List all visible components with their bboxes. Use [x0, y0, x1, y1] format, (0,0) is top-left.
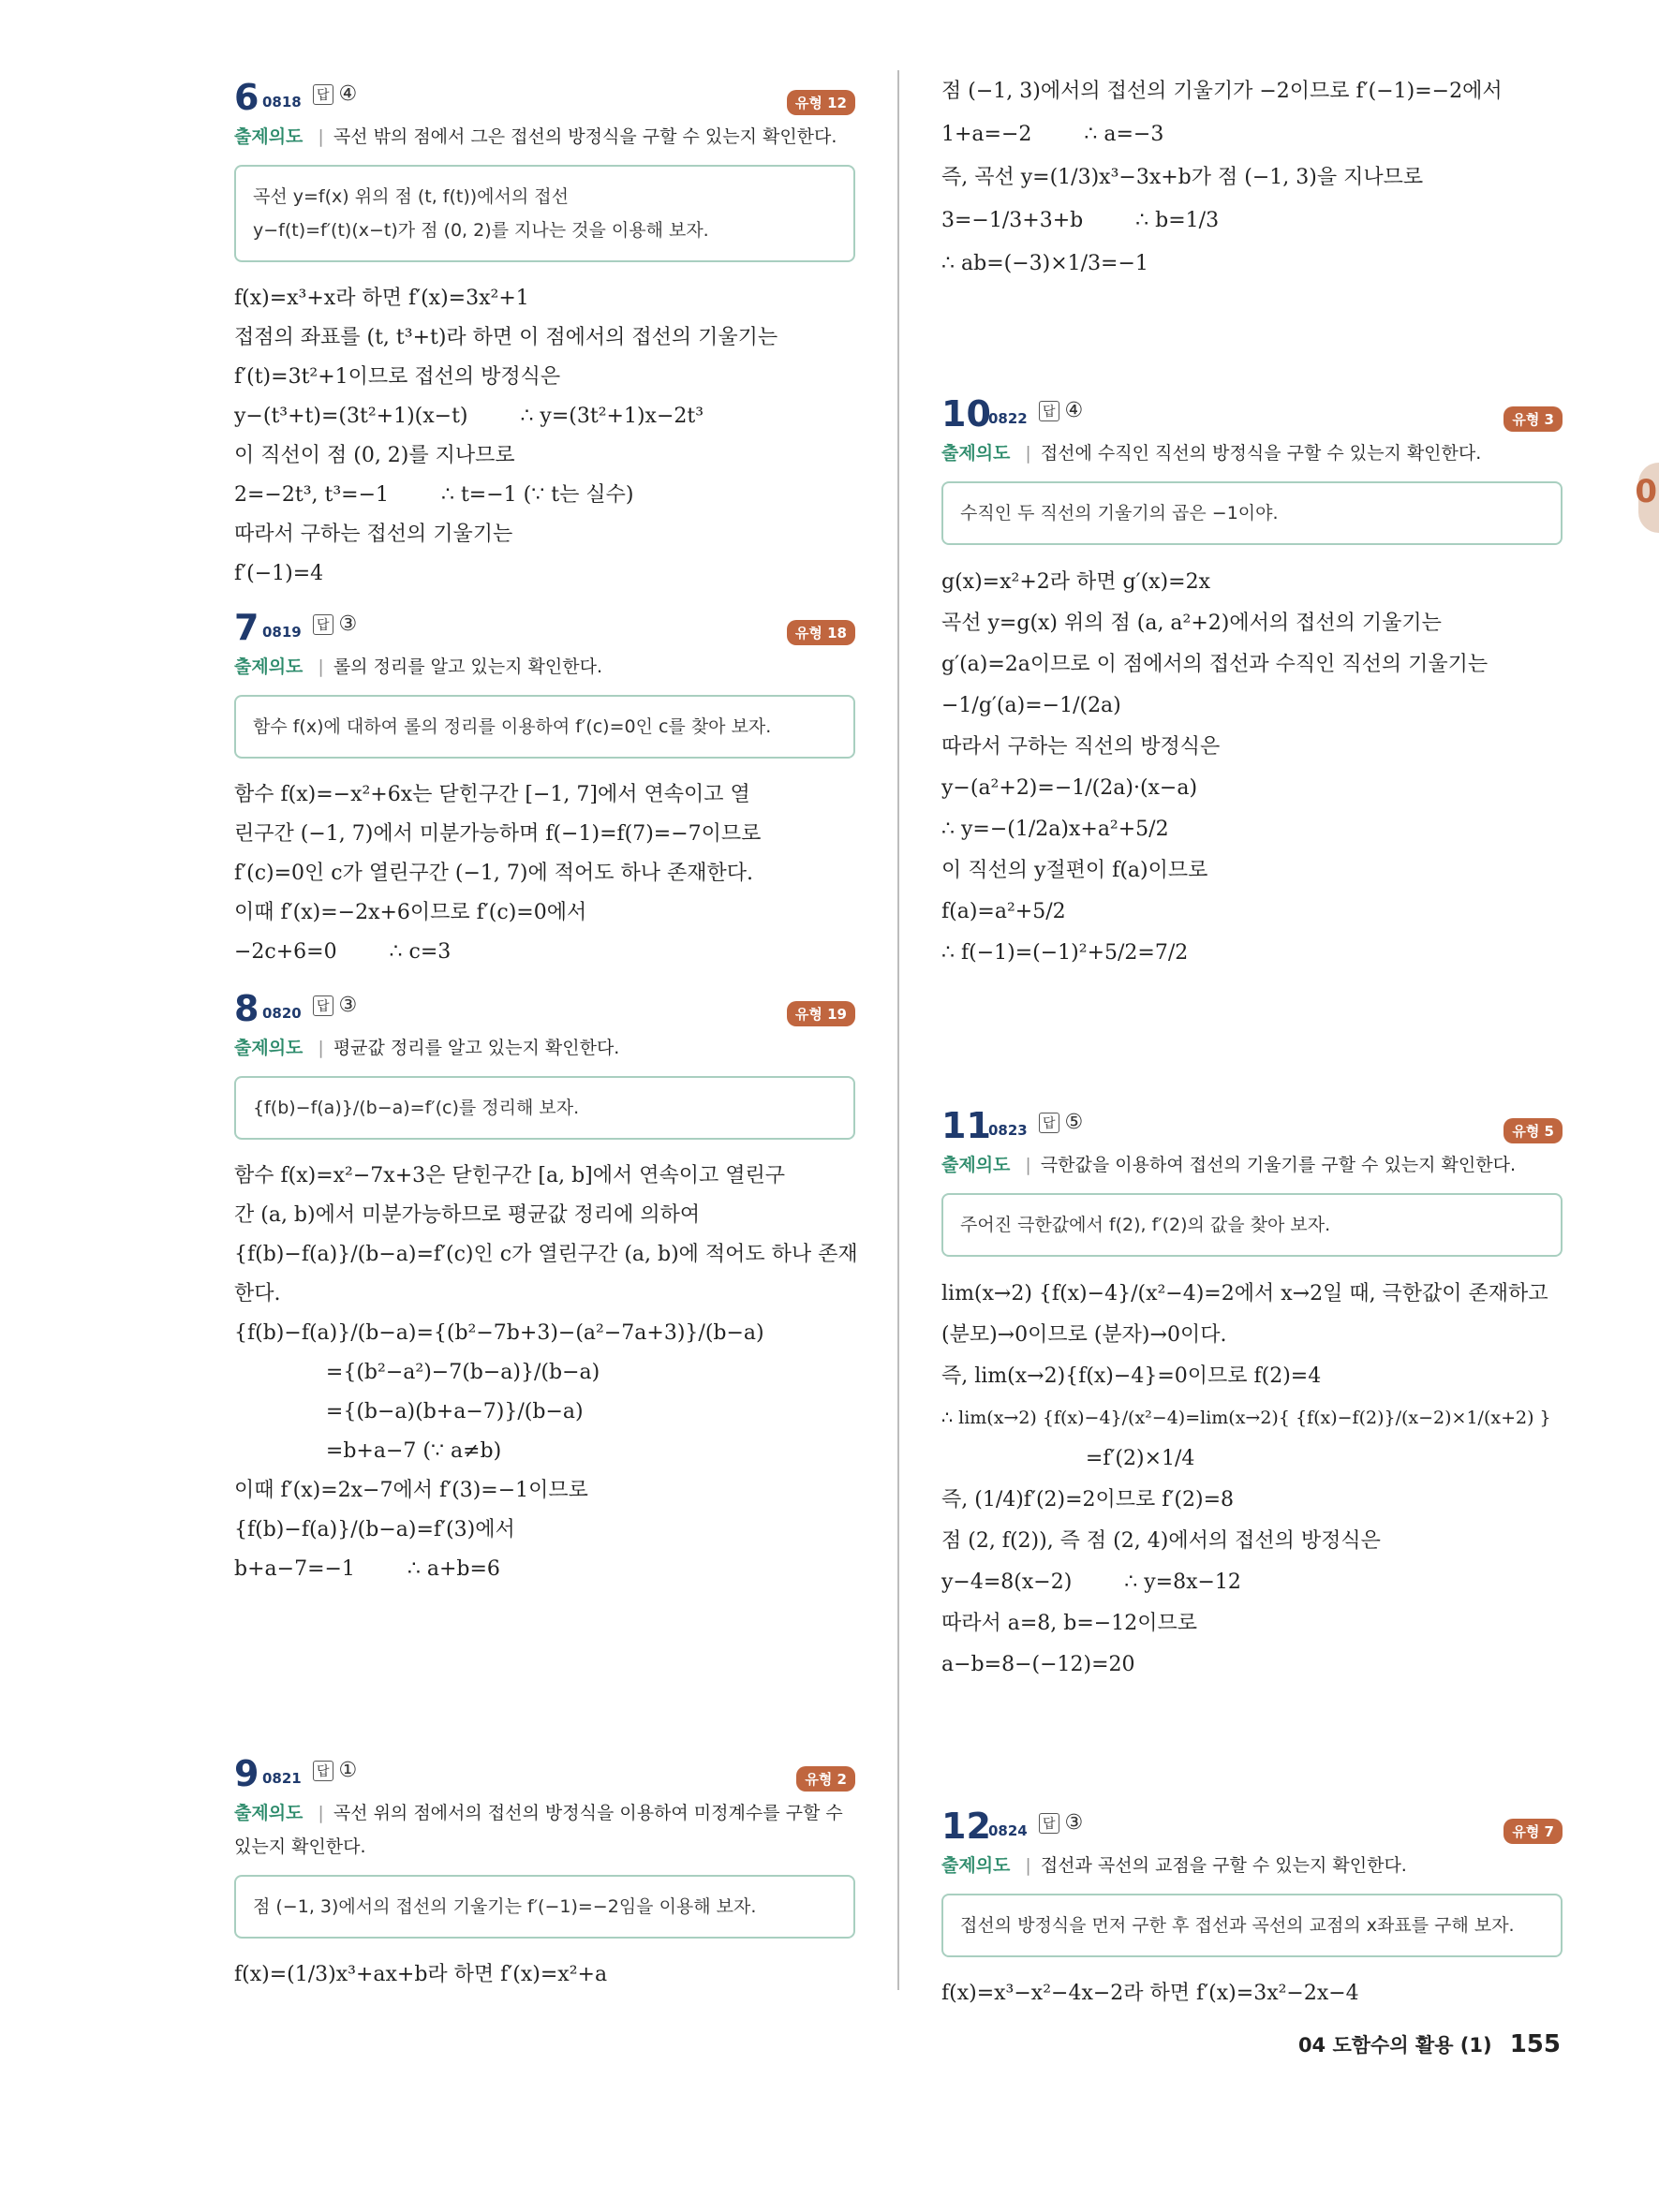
solution-line: 한다. [234, 1282, 281, 1305]
solution-line: ∴ y=−(1/2a)x+a²+5/2 [941, 818, 1169, 841]
intent-label: 출제의도 [234, 1038, 304, 1058]
solution [941, 1274, 1563, 1686]
answer-label: 답 [313, 995, 333, 1016]
solution-line: ={(b²−a²)−7(b−a)}/(b−a) [234, 1361, 600, 1384]
solution [234, 1955, 855, 1995]
problem-code: 0823 [988, 1122, 1028, 1139]
problem-number: 6 [234, 77, 259, 118]
intent: 출제의도 | 접선에 수직인 직선의 방정식을 구할 수 있는지 확인한다. [941, 443, 1482, 464]
problem-code: 0824 [988, 1822, 1028, 1839]
problem-9 [234, 1753, 855, 1995]
solution-line: ∴ lim(x→2) {f(x)−4}/(x²−4)=lim(x→2){ {f(x)−f(2)}/(x−2)×1/(x+2) } [941, 1408, 1551, 1428]
problem-header [234, 77, 855, 118]
solution-line: =f′(2)×1/4 [941, 1447, 1195, 1470]
problem-header [941, 1806, 1563, 1847]
hint-line: 곡선 y=f(x) 위의 점 (t, f(t))에서의 접선 [253, 186, 569, 207]
solution-line: 접점의 좌표를 (t, t³+t)라 하면 이 점에서의 접선의 기울기는 [234, 326, 778, 349]
solution [941, 70, 1563, 286]
chapter-tab-label: 0 [1635, 473, 1657, 510]
solution [234, 1157, 858, 1589]
solution [941, 562, 1563, 974]
solution [234, 279, 855, 594]
hint-box [234, 165, 855, 262]
answer-value: ④ [1064, 399, 1084, 422]
problem-number: 11 [941, 1105, 991, 1146]
solution-line: −2c+6=0 ∴ c=3 [234, 940, 452, 964]
solution-line: 이때 f′(x)=2x−7에서 f′(3)=−1이므로 [234, 1479, 588, 1502]
solution-line: −1/g′(a)=−1/(2a) [941, 694, 1121, 717]
problem-number: 8 [234, 988, 259, 1029]
answer [313, 82, 357, 106]
problem-12 [941, 1806, 1563, 2013]
hint-line: 접선의 방정식을 먼저 구한 후 접선과 곡선의 교점의 x좌표를 구해 보자. [960, 1915, 1515, 1936]
problem-header [941, 1105, 1563, 1146]
column-divider [897, 70, 899, 1990]
answer-value: ③ [338, 612, 358, 636]
solution-line: f(x)=(1/3)x³+ax+b라 하면 f′(x)=x²+a [234, 1963, 608, 1986]
problem-number: 9 [234, 1753, 259, 1794]
solution-line: y−(a²+2)=−1/(2a)·(x−a) [941, 776, 1198, 800]
solution-line: ∴ f(−1)=(−1)²+5/2=7/2 [941, 941, 1189, 965]
solution-line: 따라서 구하는 직선의 방정식은 [941, 735, 1221, 759]
solution-line: lim(x→2) {f(x)−4}/(x²−4)=2에서 x→2일 때, 극한값이 존재하고 [941, 1282, 1548, 1305]
intent-label: 출제의도 [234, 126, 304, 147]
hint-box [234, 1875, 855, 1939]
intent: 출제의도 | 극한값을 이용하여 접선의 기울기를 구할 수 있는지 확인한다. [941, 1155, 1516, 1175]
problem-number: 10 [941, 393, 991, 435]
solution-line: 점 (2, f(2)), 즉 점 (2, 4)에서의 접선의 방정식은 [941, 1529, 1381, 1553]
problem-code: 0822 [988, 410, 1028, 427]
solution-line: =b+a−7 (∵ a≠b) [234, 1439, 502, 1463]
hint-box [234, 695, 855, 759]
type-badge: 유형 19 [787, 1001, 855, 1026]
type-badge: 유형 5 [1503, 1118, 1563, 1143]
solution [941, 1974, 1563, 2013]
solution-line: 따라서 a=8, b=−12이므로 [941, 1612, 1197, 1635]
solution-line: a−b=8−(−12)=20 [941, 1653, 1135, 1676]
intent-label: 출제의도 [234, 656, 304, 677]
intent: 출제의도 | 평균값 정리를 알고 있는지 확인한다. [234, 1038, 620, 1058]
solution-line: 2=−2t³, t³=−1 ∴ t=−1 (∵ t는 실수) [234, 483, 634, 507]
solution-line: y−(t³+t)=(3t²+1)(x−t) ∴ y=(3t²+1)x−2t³ [234, 405, 704, 428]
intent-text: 접선과 곡선의 교점을 구할 수 있는지 확인한다. [1040, 1855, 1407, 1876]
solution-line: (분모)→0이므로 (분자)→0이다. [941, 1323, 1227, 1347]
type-badge: 유형 3 [1503, 406, 1563, 432]
solution-line: b+a−7=−1 ∴ a+b=6 [234, 1557, 500, 1581]
answer [313, 994, 357, 1017]
answer-label: 답 [313, 84, 333, 105]
problem-7 [234, 607, 855, 972]
solution-line: 3=−1/3+3+b ∴ b=1/3 [941, 209, 1220, 232]
answer-label: 답 [1039, 1113, 1059, 1133]
problem-code: 0821 [262, 1770, 302, 1787]
problem-number: 7 [234, 607, 259, 648]
problem-code: 0820 [262, 1005, 302, 1022]
answer [1039, 1111, 1083, 1134]
hint-line: 주어진 극한값에서 f(2), f′(2)의 값을 찾아 보자. [960, 1215, 1331, 1235]
solution-line: 함수 f(x)=x²−7x+3은 닫힌구간 [a, b]에서 연속이고 열린구 [234, 1164, 785, 1187]
answer-value: ③ [338, 994, 358, 1017]
answer [313, 1759, 357, 1782]
solution-line: 간 (a, b)에서 미분가능하므로 평균값 정리에 의하여 [234, 1203, 701, 1227]
solution-line: y−4=8(x−2) ∴ y=8x−12 [941, 1571, 1241, 1594]
hint-line: 함수 f(x)에 대하여 롤의 정리를 이용하여 f′(c)=0인 c를 찾아 보자. [253, 716, 772, 737]
problem-header [234, 1753, 855, 1794]
answer [1039, 1811, 1083, 1835]
answer-label: 답 [1039, 1813, 1059, 1834]
solution-line: g′(a)=2a이므로 이 점에서의 접선과 수직인 직선의 기울기는 [941, 653, 1489, 676]
answer-label: 답 [1039, 401, 1059, 421]
intent: 출제의도 | 접선과 곡선의 교점을 구할 수 있는지 확인한다. [941, 1855, 1407, 1876]
solution-line: f(a)=a²+5/2 [941, 900, 1066, 923]
problem-6 [234, 77, 855, 594]
intent: 출제의도 | 곡선 위의 점에서의 접선의 방정식을 이용하여 미정계수를 구할 수 있는지 확인한다. [234, 1803, 843, 1857]
intent-label: 출제의도 [941, 1855, 1011, 1876]
problem-header [234, 607, 855, 648]
problem-10 [941, 393, 1563, 974]
intent-text: 곡선 위의 점에서의 접선의 방정식을 이용하여 미정계수를 구할 수 있는지 확인한다. [234, 1803, 843, 1857]
solution-line: 이 직선이 점 (0, 2)를 지나므로 [234, 444, 515, 467]
solution-line: 즉, 곡선 y=(1/3)x³−3x+b가 점 (−1, 3)을 지나므로 [941, 166, 1424, 189]
solution-line: ∴ ab=(−3)×1/3=−1 [941, 252, 1148, 275]
solution-line: 이때 f′(x)=−2x+6이므로 f′(c)=0에서 [234, 901, 587, 924]
hint-line: y−f(t)=f′(t)(x−t)가 점 (0, 2)를 지나는 것을 이용해 보자. [253, 220, 709, 241]
solution-line: 곡선 y=g(x) 위의 점 (a, a²+2)에서의 접선의 기울기는 [941, 612, 1442, 635]
problem-8 [234, 988, 858, 1589]
intent-label: 출제의도 [234, 1803, 304, 1823]
solution-line: f′(c)=0인 c가 열린구간 (−1, 7)에 적어도 하나 존재한다. [234, 862, 753, 885]
solution-line: f(x)=x³−x²−4x−2라 하면 f′(x)=3x²−2x−4 [941, 1982, 1359, 2005]
intent-text: 곡선 밖의 점에서 그은 접선의 방정식을 구할 수 있는지 확인한다. [333, 126, 837, 147]
solution-line: 즉, lim(x→2){f(x)−4}=0이므로 f(2)=4 [941, 1364, 1322, 1388]
problem-9-continued [941, 70, 1563, 286]
hint-box [234, 1076, 855, 1140]
type-badge: 유형 12 [787, 90, 855, 115]
solution-line: 점 (−1, 3)에서의 접선의 기울기가 −2이므로 f′(−1)=−2에서 [941, 80, 1503, 103]
intent-text: 롤의 정리를 알고 있는지 확인한다. [333, 656, 602, 677]
chapter-title: 04 도함수의 활용 (1) [1297, 2034, 1492, 2057]
page-number: 155 [1509, 2030, 1561, 2058]
solution-line: {f(b)−f(a)}/(b−a)=f′(c)인 c가 열린구간 (a, b)에 적어도 하나 존재 [234, 1243, 858, 1266]
type-badge: 유형 2 [796, 1766, 855, 1792]
answer [1039, 399, 1083, 422]
hint-line: {f(b)−f(a)}/(b−a)=f′(c)를 정리해 보자. [253, 1098, 580, 1118]
solution-line: 이 직선의 y절편이 f(a)이므로 [941, 859, 1208, 882]
solution-line: 린구간 (−1, 7)에서 미분가능하며 f(−1)=f(7)=−7이므로 [234, 822, 762, 846]
hint-line: 수직인 두 직선의 기울기의 곱은 −1이야. [960, 503, 1279, 524]
problem-code: 0819 [262, 624, 302, 641]
intent-label: 출제의도 [941, 1155, 1011, 1175]
answer-value: ① [338, 1759, 358, 1782]
solution-line: g(x)=x²+2라 하면 g′(x)=2x [941, 570, 1210, 594]
solution-line: f′(−1)=4 [234, 562, 324, 585]
solution-line: 1+a=−2 ∴ a=−3 [941, 123, 1164, 146]
answer-value: ④ [338, 82, 358, 106]
intent-text: 평균값 정리를 알고 있는지 확인한다. [333, 1038, 620, 1058]
answer-label: 답 [313, 614, 333, 635]
solution [234, 775, 855, 972]
answer-value: ⑤ [1064, 1111, 1084, 1134]
answer-label: 답 [313, 1761, 333, 1781]
intent: 출제의도 | 곡선 밖의 점에서 그은 접선의 방정식을 구할 수 있는지 확인한다. [234, 126, 837, 147]
problem-header [234, 988, 855, 1029]
intent-text: 극한값을 이용하여 접선의 기울기를 구할 수 있는지 확인한다. [1040, 1155, 1516, 1175]
hint-box [941, 1894, 1563, 1957]
page-footer [1298, 2030, 1561, 2058]
problem-header [941, 393, 1563, 435]
problem-number: 12 [941, 1806, 991, 1847]
solution-line: f(x)=x³+x라 하면 f′(x)=3x²+1 [234, 287, 529, 310]
type-badge: 유형 18 [787, 620, 855, 645]
solution-line: {f(b)−f(a)}/(b−a)={(b²−7b+3)−(a²−7a+3)}/(b−a) [234, 1321, 764, 1345]
answer-value: ③ [1064, 1811, 1084, 1835]
hint-box [941, 481, 1563, 545]
hint-box [941, 1193, 1563, 1257]
intent-text: 접선에 수직인 직선의 방정식을 구할 수 있는지 확인한다. [1040, 443, 1482, 464]
intent-label: 출제의도 [941, 443, 1011, 464]
intent: 출제의도 | 롤의 정리를 알고 있는지 확인한다. [234, 656, 602, 677]
answer [313, 612, 357, 636]
solution-line: ={(b−a)(b+a−7)}/(b−a) [234, 1400, 584, 1423]
solution-line: 즉, (1/4)f′(2)=2이므로 f′(2)=8 [941, 1488, 1235, 1512]
solution-line: 함수 f(x)=−x²+6x는 닫힌구간 [−1, 7]에서 연속이고 열 [234, 783, 750, 806]
solution-line: f′(t)=3t²+1이므로 접선의 방정식은 [234, 365, 561, 389]
problem-11 [941, 1105, 1563, 1686]
solution-line: {f(b)−f(a)}/(b−a)=f′(3)에서 [234, 1518, 515, 1541]
type-badge: 유형 7 [1503, 1819, 1563, 1844]
problem-code: 0818 [262, 94, 302, 111]
solution-line: 따라서 구하는 접선의 기울기는 [234, 523, 513, 546]
hint-line: 점 (−1, 3)에서의 접선의 기울기는 f′(−1)=−2임을 이용해 보자. [253, 1896, 757, 1917]
